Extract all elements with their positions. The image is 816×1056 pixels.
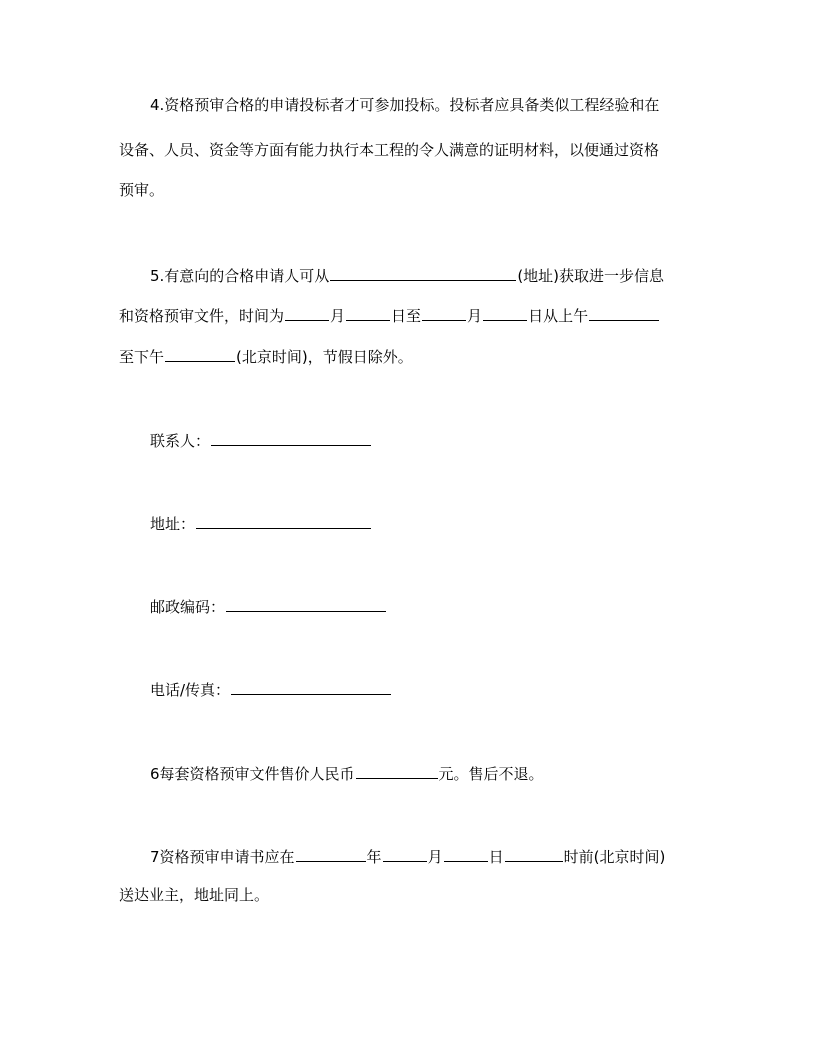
phone-line	[150, 678, 392, 698]
paragraph-5-text-d: 月	[330, 307, 346, 325]
contact-person-label: 联系人：	[150, 432, 211, 450]
paragraph-7-text-b: 年	[366, 848, 382, 866]
price-blank[interactable]	[356, 762, 438, 779]
contact-person-blank[interactable]	[211, 429, 371, 446]
postcode-label: 邮政编码：	[150, 598, 226, 616]
paragraph-5-line-1	[150, 264, 664, 284]
morning-time-blank[interactable]	[589, 304, 659, 321]
paragraph-7-text-a: 7资格预审申请书应在	[150, 848, 295, 866]
address-line	[150, 512, 372, 532]
paragraph-4-line-2	[119, 140, 659, 160]
phone-label: 电话/传真：	[150, 681, 231, 699]
paragraph-5-text-g: 日从上午	[528, 307, 589, 325]
paragraph-7-text-f: 送达业主，地址同上。	[119, 886, 270, 904]
postcode-blank[interactable]	[226, 595, 386, 612]
paragraph-7-text-e: 时前(北京时间)	[563, 848, 666, 866]
paragraph-7-text-c: 月	[427, 848, 443, 866]
paragraph-5-text-f: 月	[467, 307, 483, 325]
contact-person-line	[150, 429, 372, 449]
paragraph-7-line-1	[150, 845, 665, 865]
deadline-day-blank[interactable]	[444, 845, 488, 862]
start-month-blank[interactable]	[285, 304, 329, 321]
paragraph-6-text-a: 6每套资格预审文件售价人民币	[150, 765, 355, 783]
deadline-hour-blank[interactable]	[505, 845, 563, 862]
paragraph-5-text-b: (地址)获取进一步信息	[517, 267, 665, 285]
address-label: 地址：	[150, 515, 196, 533]
paragraph-5-line-2	[119, 304, 660, 324]
paragraph-4-line-3	[119, 180, 164, 200]
deadline-month-blank[interactable]	[383, 845, 427, 862]
paragraph-4-text-2: 设备、人员、资金等方面有能力执行本工程的令人满意的证明材料，以便通过资格	[119, 141, 660, 159]
paragraph-5-text-h: 至下午	[119, 348, 165, 366]
paragraph-5-text-i: (北京时间)，节假日除外。	[236, 348, 413, 366]
paragraph-7-text-d: 日	[488, 848, 504, 866]
paragraph-4-text-3: 预审。	[119, 181, 165, 199]
paragraph-6-line-1	[150, 762, 544, 782]
paragraph-7-line-2	[119, 885, 269, 905]
address-blank[interactable]	[330, 264, 516, 281]
paragraph-5-text-c: 和资格预审文件，时间为	[119, 307, 285, 325]
contact-address-blank[interactable]	[196, 512, 371, 529]
end-month-blank[interactable]	[422, 304, 466, 321]
postcode-line	[150, 595, 387, 615]
start-day-blank[interactable]	[346, 304, 390, 321]
paragraph-5-text-a: 5.有意向的合格申请人可从	[150, 267, 330, 285]
paragraph-4-line-1	[150, 95, 659, 115]
paragraph-5-line-3	[119, 345, 413, 365]
deadline-year-blank[interactable]	[296, 845, 366, 862]
paragraph-4-text-1: 4.资格预审合格的申请投标者才可参加投标。投标者应具备类似工程经验和在	[150, 96, 660, 114]
paragraph-6-text-b: 元。售后不退。	[438, 765, 544, 783]
paragraph-5-text-e: 日至	[391, 307, 422, 325]
end-day-blank[interactable]	[483, 304, 527, 321]
phone-blank[interactable]	[231, 678, 391, 695]
afternoon-time-blank[interactable]	[165, 345, 235, 362]
